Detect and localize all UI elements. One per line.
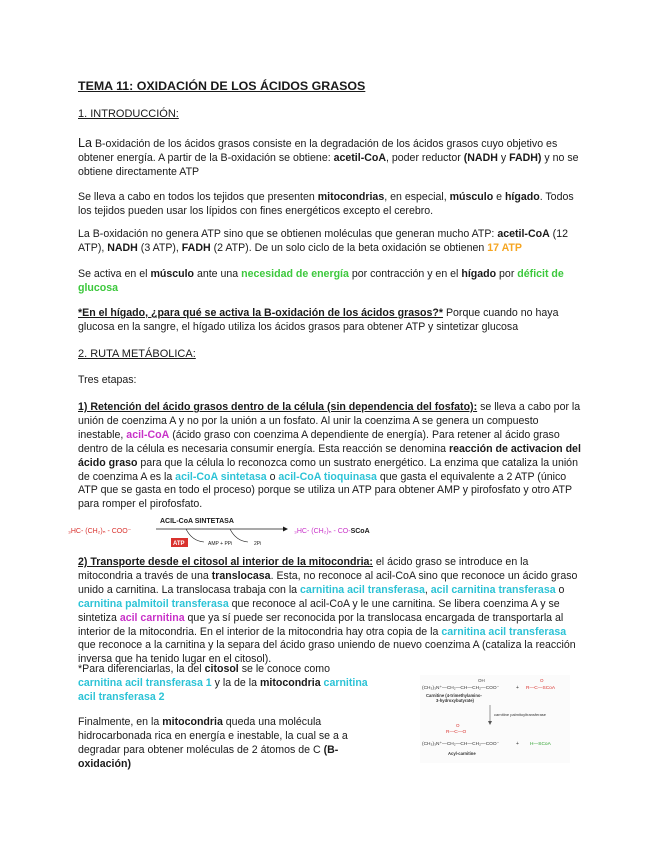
arrowhead-icon [283,527,288,532]
oxygen-label-2: O [456,723,460,728]
oxygen-label-1: O [540,678,544,683]
atp-label: ATP [173,541,185,547]
paragraph-tres-etapas: Tres etapas: [78,374,137,386]
carnitine-reaction-figure [420,675,570,763]
paragraph-final: Finalmente, en la mitocondria queda una molécula hidrocarbonada rica en energía e inestable, la cual se a a degradar para obtener moléculas de 2 átomos de C (B-oxidación) [78,716,348,770]
enzyme-label: ACIL-CoA SINTETASA [160,518,234,525]
paragraph-tejidos: Se lleva a cabo en todos los tejidos que presenten mitocondrias, en especial, músculo e hígado. Todos los tejidos pueden usar los lípidos con fines energéticos excepto el cerebro. [78,191,574,217]
carnitine-formula: (CH₃)₃N⁺—CH₂—CH—CH₂—COO⁻ [422,686,500,691]
atp-curve [186,529,204,542]
ppi-curve [230,529,248,542]
paragraph-activacion: Se activa en el músculo ante una necesidad de energía por contracción y en el hígado por déficit de glucosa [78,268,564,294]
acyl-coa-formula: R—C—SCoA [526,686,556,691]
carnitine-caption-2: 3-hydroxybutyrate) [436,698,474,703]
amp-label: AMP + PPi [208,541,233,547]
acil-coa-sintetasa-reaction [68,515,438,553]
acyl-group: R—C—O [446,730,467,735]
plus-sign-1: + [516,685,519,691]
pi-label: 2Pi [254,541,262,547]
section-heading-ruta: 2. RUTA METÁBOLICA: [78,348,196,360]
paragraph-higado: *En el hígado, ¿para qué se activa la B-oxidación de los ácidos grasos?* Porque cuando no haya glucosa en la sangre, el hígado utiliza los ácidos grasos para obtener ATP y sintetizar glucosa [78,307,559,333]
coa-sh-formula: H—SCoA [530,742,551,747]
product-label: ₃HC- (CH₂)ₙ - CO-SCoA [294,528,370,535]
paragraph-etapa-1: 1) Retención del ácido grasos dentro de la célula (sin dependencia del fosfato): se lleva a cabo por la unión de coenzima A y no por la unión a un fosfato. Al unir la coenzima A se genera un compuesto inestable, acil-CoA (ácido graso con coenzima A dependiente de energía). Para retener al ácido graso dentro de la célula es necesaria consumir energía. Esta reacción se denomina reacción de activacion del ácido graso para que la célula lo reconozca como un sustrato energético. La enzima que cataliza la unión de coenzima A es la acil-CoA sintetasa o acil-CoA tioquinasa que gasta el equivalente a 2 ATP (único ATP que se gasta en todo el proceso) porque se utiliza un ATP para obtener AMP y pirofosfato y otro ATP para romper el pirofosfato. [78,401,581,511]
acylcarnitine-formula: (CH₃)₃N⁺—CH₂—CH—CH₂—COO⁻ [422,742,500,747]
paragraph-diferenciar: *Para diferenciarlas, la del citosol se le conoce como carnitina acil transferasa 1 y la de la mitocondria carnitina acil transferasa 2 [78,663,368,703]
paragraph-definicion: La B-oxidación de los ácidos grasos consiste en la degradación de los ácidos grasos cuyo objetivo es obtener energía. A partir de la B-oxidación se obtiene: acetil-CoA, poder reductor (NADH y FADH) y no se obtiene directamente ATP [78,136,579,178]
enzyme-caption: carnitine palmitoyltransferase [494,712,547,717]
carnitine-caption: Carnitine (4-trimethylamino- [426,693,482,698]
plus-sign-2: + [516,741,519,747]
acylcarnitine-caption: Acyl-carnitine [448,751,476,756]
section-heading-introduccion: 1. INTRODUCCIÓN: [78,108,179,120]
oh-label: OH [478,678,485,683]
page-title: TEMA 11: OXIDACIÓN DE LOS ÁCIDOS GRASOS [78,79,366,93]
paragraph-atp: La B-oxidación no genera ATP sino que se obtienen moléculas que generan mucho ATP: acetil-CoA (12 ATP), NADH (3 ATP), FADH (2 ATP). De un solo ciclo de la beta oxidación se obtienen 17 ATP [78,228,568,254]
substrate-label: ₃HC- (CH₂)ₙ - COO⁻ [68,528,132,535]
paragraph-etapa-2: 2) Transporte desde el citosol al interior de la mitocondria: el ácido graso se introduce en la mitocondria a través de una translocasa. Esta, no reconoce al acil-CoA sino que reconoce un ácido graso unido a carnitina. La translocasa trabaja con la carnitina acil transferasa, acil carnitina transferasa o carnitina palmitoil transferasa que reconoce al acil-CoA y le une carnitina. Se libera coenzima A y se sintetiza acil carnitina que ya sí puede ser reconocida por la translocasa encargada de transportarla al interior de la mitocondria. En el interior de la mitocondria hay otra copia de la carnitina acil transferasa que reconoce a la carnitina y la separa del ácido graso uniendo de nuevo coenzima A (cataliza la reacción inversa que ha tenido lugar en el citosol). [78,556,578,666]
